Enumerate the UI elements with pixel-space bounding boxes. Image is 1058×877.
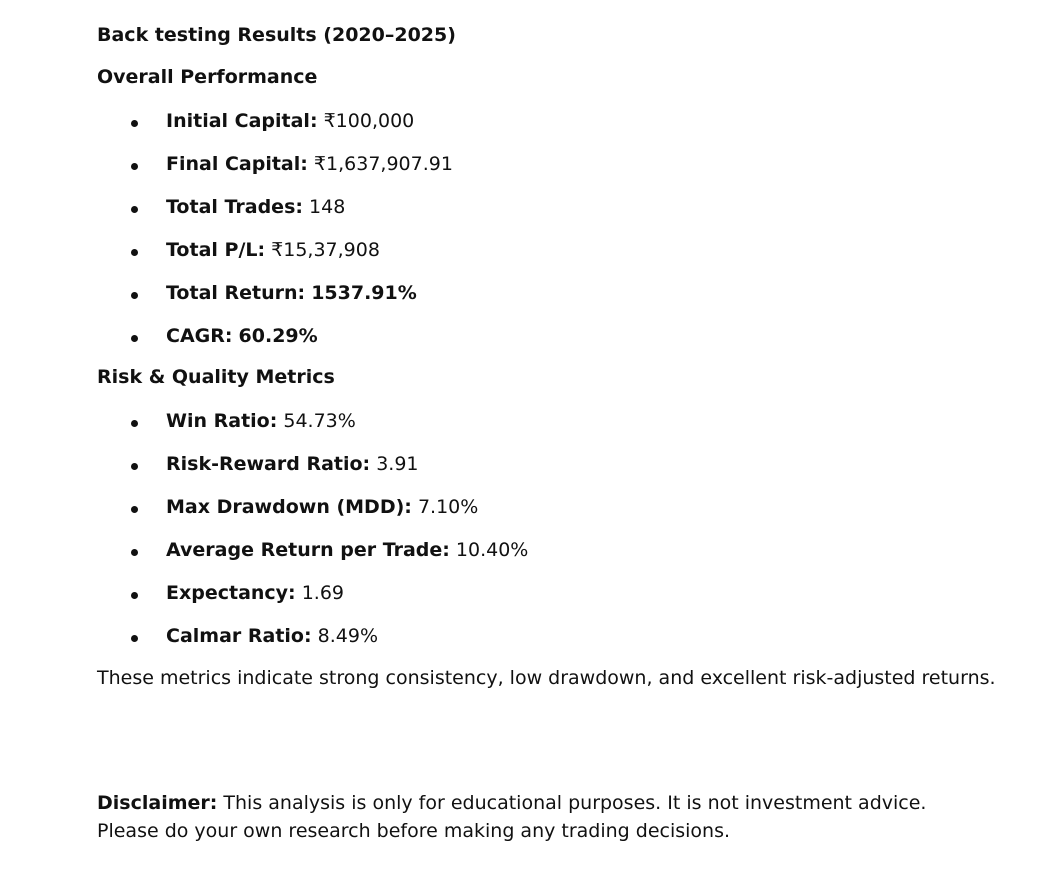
bullet-icon <box>131 335 138 342</box>
metric-value: 8.49% <box>317 625 378 647</box>
metric-label: Win Ratio: <box>166 410 278 432</box>
metric-value: 10.40% <box>455 539 529 561</box>
bullet-icon <box>131 635 138 642</box>
bullet-icon <box>131 506 138 513</box>
metric-label: Expectancy: <box>166 582 296 604</box>
bullet-icon <box>131 163 138 170</box>
metric-label: Total Return: <box>166 282 306 304</box>
metric-label: Total Trades: <box>166 196 303 218</box>
metric-value: 54.73% <box>283 410 356 432</box>
metric-label: Total P/L: <box>166 239 266 261</box>
metric-label: Risk-Reward Ratio: <box>166 453 371 475</box>
bullet-icon <box>131 206 138 213</box>
section-heading-overall-performance: Overall Performance <box>97 66 318 88</box>
bullet-icon <box>131 549 138 556</box>
metric-label: Max Drawdown (MDD): <box>166 496 412 518</box>
bullet-icon <box>131 120 138 127</box>
metric-value: 1.69 <box>301 582 345 604</box>
metric-value: 60.29% <box>238 325 318 347</box>
metric-label: Calmar Ratio: <box>166 625 312 647</box>
metric-label: Initial Capital: <box>166 110 318 132</box>
summary-paragraph: These metrics indicate strong consistency, low drawdown, and excellent risk-adjusted returns. <box>97 667 996 689</box>
metric-value: 7.10% <box>417 496 479 518</box>
metric-value: ₹1,637,907.91 <box>313 153 453 175</box>
section-heading-risk-quality: Risk & Quality Metrics <box>97 366 335 388</box>
metric-value: 148 <box>309 196 346 218</box>
disclaimer-label: Disclaimer: <box>97 792 218 814</box>
disclaimer-paragraph <box>97 789 947 845</box>
disclaimer-text: This analysis is only for educational purposes. It is not investment advice. Please do your own research before making any trading decisions. <box>97 792 927 842</box>
metric-label: CAGR: <box>166 325 233 347</box>
bullet-icon <box>131 420 138 427</box>
metric-value: ₹100,000 <box>323 110 415 132</box>
metric-label: Average Return per Trade: <box>166 539 450 561</box>
bullet-icon <box>131 292 138 299</box>
bullet-icon <box>131 463 138 470</box>
metric-value: 3.91 <box>376 453 419 475</box>
bullet-icon <box>131 592 138 599</box>
metric-value: 1537.91% <box>311 282 417 304</box>
page-title: Back testing Results (2020–2025) <box>97 24 456 46</box>
bullet-icon <box>131 249 138 256</box>
metric-label: Final Capital: <box>166 153 308 175</box>
metric-value: ₹15,37,908 <box>271 239 380 261</box>
